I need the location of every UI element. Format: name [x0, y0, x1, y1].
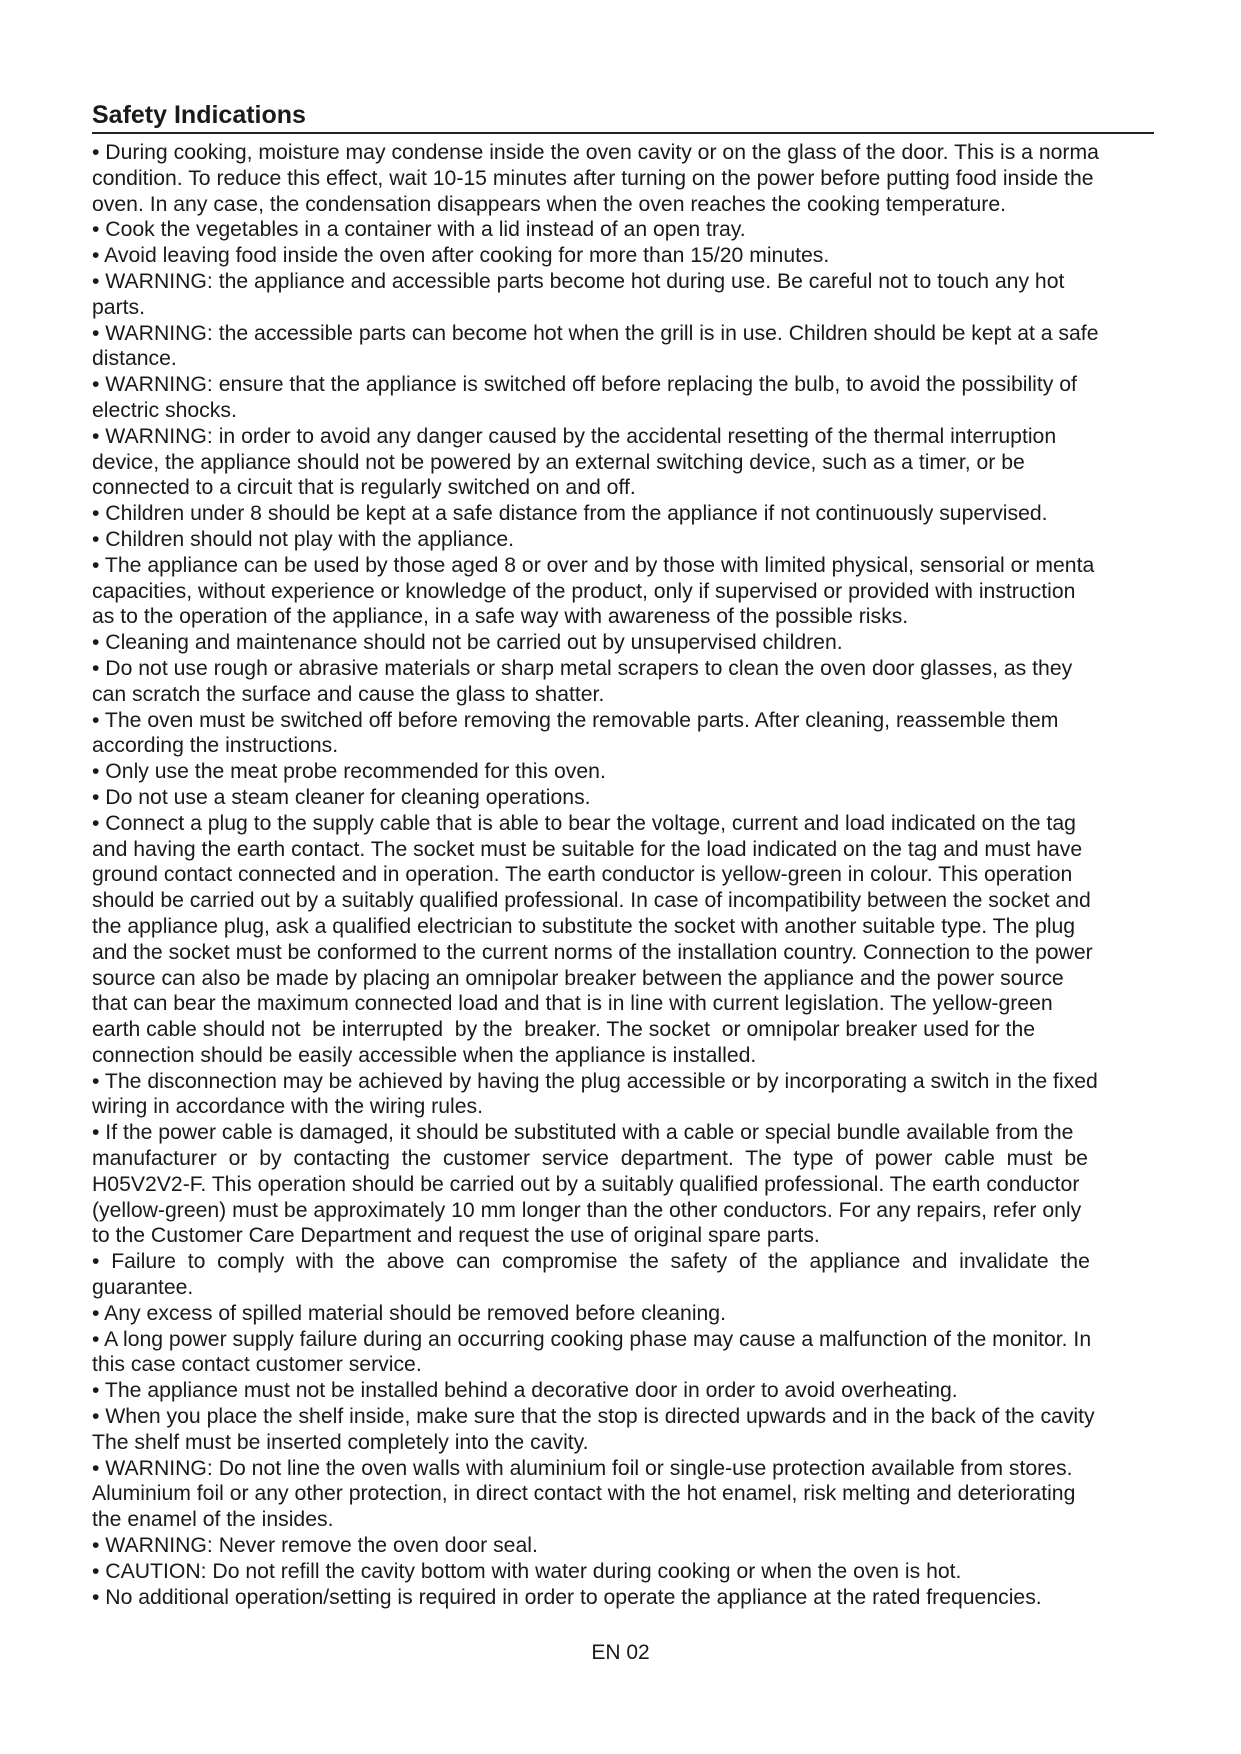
safety-item: • WARNING: the appliance and accessible parts become hot during use. Be careful not to touch any hot parts. [92, 269, 1065, 319]
safety-item: • WARNING: the accessible parts can become hot when the grill is in use. Children should be kept at a safe distance. [92, 321, 1099, 371]
safety-item: • Failure to comply with the above can compromise the safety of the appliance and invalidate the guarantee. [92, 1250, 1090, 1300]
safety-item: • No additional operation/setting is required in order to operate the appliance at the rated frequencies. [92, 1585, 1042, 1609]
safety-item: • When you place the shelf inside, make sure that the stop is directed upwards and in the back of the cavity The shelf must be inserted completely into the cavity. [92, 1405, 1095, 1454]
safety-item: • Connect a plug to the supply cable that is able to bear the voltage, current and load indicated on the tag and having the earth contact. The socket must be suitable for the load indicated on the tag and must have ground contact connected and in operation. The earth conductor is yellow-green in colour. This operation should be carried out by a suitably qualified professional. In case of incompatibility between the socket and the appliance plug, ask a qualified electrician to substitute the socket with another suitable type. The plug and the socket must be conformed to the current norms of the installation country. Connection to the power source can also be made by placing an omnipolar breaker between the appliance and the power source that can bear the maximum connected load and that is in line with current legislation. The yellow-green earth cable should not be interrupted by the breaker. The socket or omnipolar breaker used for the connection should be easily accessible when the appliance is installed. [92, 811, 1093, 1067]
safety-item: • The appliance must not be installed behind a decorative door in order to avoid overheating. [92, 1379, 958, 1403]
safety-item: • Any excess of spilled material should be removed before cleaning. [92, 1301, 726, 1325]
safety-item: • Children under 8 should be kept at a safe distance from the appliance if not continuously supervised. [92, 502, 1048, 526]
title-underline [92, 132, 1154, 134]
safety-item: • Avoid leaving food inside the oven after cooking for more than 15/20 minutes. [92, 244, 830, 268]
safety-item: • Do not use rough or abrasive materials or sharp metal scrapers to clean the oven door glasses, as they can scratch the surface and cause the glass to shatter. [92, 656, 1073, 706]
safety-item: • The oven must be switched off before removing the removable parts. After cleaning, reassemble them according the instructions. [92, 708, 1059, 758]
safety-item: • The disconnection may be achieved by having the plug accessible or by incorporating a switch in the fixed wiring in accordance with the wiring rules. [92, 1069, 1098, 1119]
safety-item: • CAUTION: Do not refill the cavity bottom with water during cooking or when the oven is hot. [92, 1559, 962, 1583]
safety-item: • WARNING: in order to avoid any danger caused by the accidental resetting of the thermal interruption device, the appliance should not be powered by an external switching device, such as a timer, or be connected to a circuit that is regularly switched on and off. [92, 424, 1057, 500]
page-number: EN 02 [591, 1641, 650, 1664]
safety-item: • The appliance can be used by those aged 8 or over and by those with limited physical, sensorial or menta capacities, without experience or knowledge of the product, only if supervised or provided with instruction as to the operation of the appliance, in a safe way with awareness of the possible risks. [92, 553, 1095, 629]
safety-item: • During cooking, moisture may condense inside the oven cavity or on the glass of the door. This is a norma condition. To reduce this effect, wait 10-15 minutes after turning on the power before putting food inside the oven. In any case, the condensation disappears when the oven reaches the cooking temperature. [92, 141, 1099, 216]
safety-item: • Only use the meat probe recommended for this oven. [92, 760, 606, 784]
safety-item: • Do not use a steam cleaner for cleaning operations. [92, 785, 591, 809]
safety-item: • Cook the vegetables in a container with a lid instead of an open tray. [92, 218, 746, 242]
safety-item: • WARNING: Never remove the oven door seal. [92, 1534, 538, 1558]
safety-list [92, 140, 1210, 1610]
safety-item: • Cleaning and maintenance should not be carried out by unsupervised children. [92, 631, 843, 655]
safety-section [92, 100, 1210, 1610]
safety-item: • Children should not play with the appliance. [92, 527, 515, 551]
safety-item: • If the power cable is damaged, it should be substituted with a cable or special bundle available from the manufacturer or by contacting the customer service department. The type of power cable must be H05V2V2-F. This operation should be carried out by a suitably qualified professional. The earth conductor (yellow-green) must be approximately 10 mm longer than the other conductors. For any repairs, refer only to the Customer Care Department and request the use of original spare parts. [92, 1121, 1088, 1248]
safety-item: • WARNING: ensure that the appliance is switched off before replacing the bulb, to avoid the possibility of electric shocks. [92, 373, 1077, 422]
safety-item: • WARNING: Do not line the oven walls with aluminium foil or single-use protection available from stores. Aluminium foil or any other protection, in direct contact with the hot enamel, risk melting and deteriorating the enamel of the insides. [92, 1456, 1076, 1532]
section-title: Safety Indications [92, 101, 306, 129]
safety-item: • A long power supply failure during an occurring cooking phase may cause a malfunction of the monitor. In this case contact customer service. [92, 1327, 1092, 1377]
